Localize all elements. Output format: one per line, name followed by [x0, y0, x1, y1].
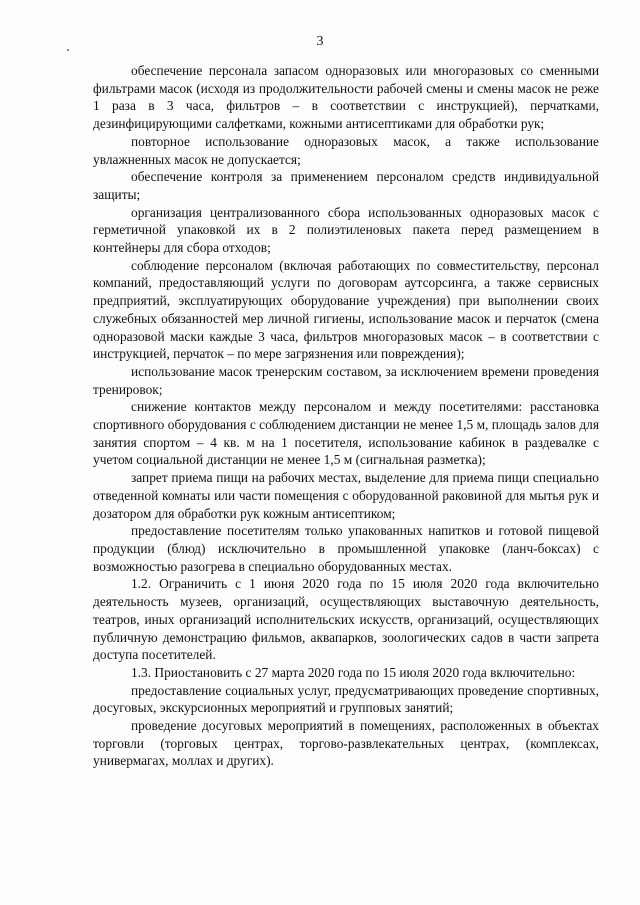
paragraph-ppe-supply: обеспечение персонала запасом одноразовых или многоразовых со сменными фильтрами масок (исходя из продолжительности рабочей смены и смены масок не реже 1 раза в 3 часа, фильтров – в соответствии с инструкцией), перчатками, дезинфицирующими салфетками, кожными антисептиками для обработки рук; — [93, 63, 599, 132]
page-number: 3 — [316, 34, 324, 49]
paragraph-ppe-control: обеспечение контроля за применением персоналом средств индивидуальной защиты; — [93, 169, 599, 202]
document-body — [93, 62, 599, 770]
paragraph-leisure-events: проведение досуговых мероприятий в помещениях, расположенных в объектах торговли (торговых центрах, торгово-развлекательных центрах, (комплексах, универмагах, моллах и других). — [93, 718, 599, 769]
paragraph-contact-reduction: снижение контактов между персоналом и между посетителями: расстановка спортивного оборудования с соблюдением дистанции не менее 1,5 м, площадь залов для занятия спортом – 4 кв. м на 1 посетителя, использование кабинок в раздевалке с учетом социальной дистанции не менее 1,5 м (сигнальная разметка); — [93, 399, 599, 468]
paragraph-staff-hygiene: соблюдение персоналом (включая работающих по совместительству, персонал компаний, предоставляющий услуги по договорам аутсорсинга, а также сервисных предприятий, эксплуатирующих оборудование учреждения) при выполнении своих служебных обязанностей мер личной гигиены, использование масок и перчаток (смена одноразовой маски каждые 3 часа, фильтров многоразовых масок – в соответствии с инструкцией, перчаток – по мере загрязнения или повреждения); — [93, 257, 599, 362]
paragraph-social-services: предоставление социальных услуг, предусматривающих проведение спортивных, досуговых, экскурсионных мероприятий и групповых занятий; — [93, 682, 599, 716]
paragraph-meal-ban: запрет приема пищи на рабочих местах, выделение для приема пищи специально отведенной комнаты или части помещения с оборудованной раковиной для мытья рук и дозатором для обработки рук кожным антисептиком; — [93, 470, 599, 521]
paragraph-packaged-food: предоставление посетителям только упакованных напитков и готовой пищевой продукции (блюд) исключительно в промышленной упаковке (ланч-боксах) с возможностью разогрева в специально оборудованных местах. — [93, 523, 599, 574]
paragraph-clause-1-2: 1.2. Ограничить с 1 июня 2020 года по 15 июля 2020 года включительно деятельность музеев, организаций, осуществляющих выставочную деятельность, театров, иных организаций исполнительских искусств, организаций, осуществляющих публичную демонстрацию фильмов, аквапарков, зоологических садов в части запрета доступа посетителей. — [93, 576, 599, 663]
paragraph-coach-masks: использование масок тренерским составом, за исключением времени проведения тренировок; — [93, 363, 599, 397]
paragraph-mask-collection: организация централизованного сбора использованных одноразовых масок с герметичной упаковкой их в 2 полиэтиленовых пакета перед размещением в контейнеры для сбора отходов; — [93, 204, 599, 256]
paragraph-clause-1-3: 1.3. Приостановить с 27 марта 2020 года по 15 июля 2020 года включительно: — [131, 664, 576, 680]
paragraph-mask-reuse: повторное использование одноразовых масок, а также использование увлажненных масок не допускается; — [93, 133, 599, 167]
